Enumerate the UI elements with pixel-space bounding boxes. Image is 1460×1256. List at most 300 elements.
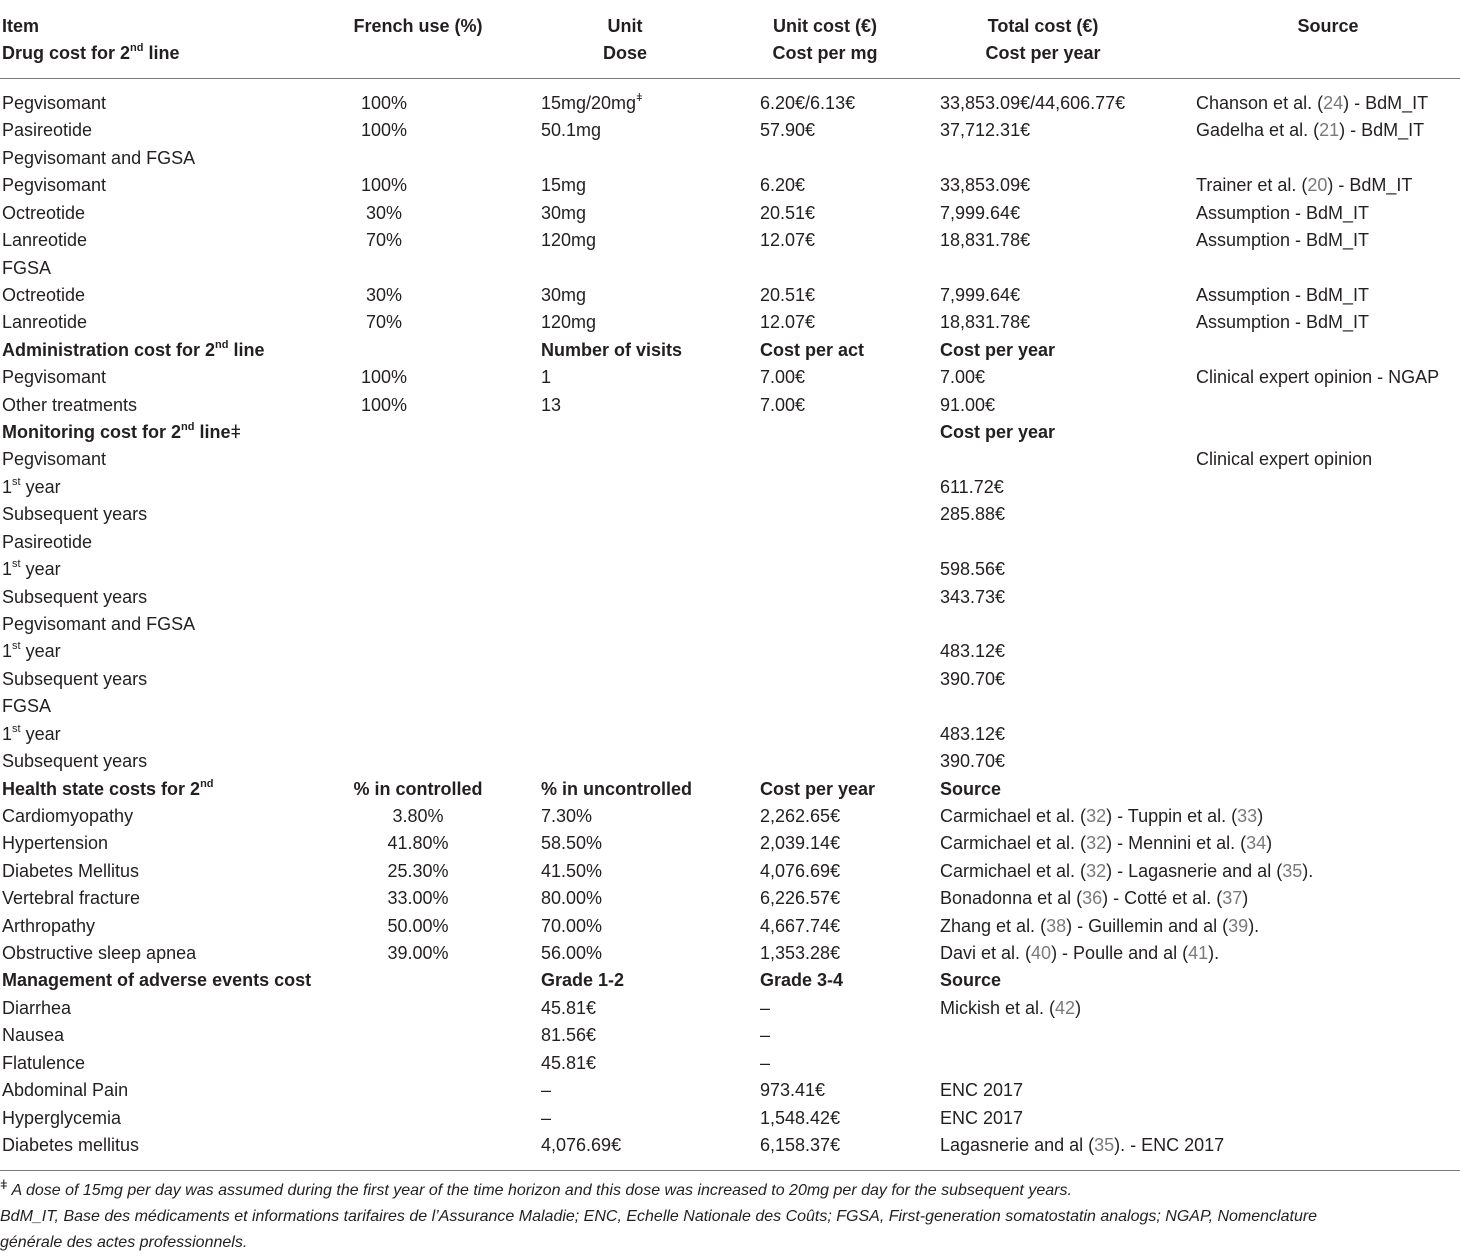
superscript: st	[12, 476, 21, 488]
cell-text: –	[760, 998, 771, 1018]
row-label	[2, 504, 147, 524]
cell-text: 33.00%	[387, 888, 449, 908]
row-label	[2, 93, 106, 113]
table-cell	[1196, 120, 1424, 140]
cell-text: 33,853.09€	[940, 175, 1031, 195]
cell-text: 7.00€	[760, 395, 806, 415]
cell-text: ENC 2017	[940, 1080, 1024, 1100]
table-cell	[366, 285, 402, 305]
cell-text: ).	[1208, 943, 1220, 963]
cell-text: 30mg	[541, 203, 587, 223]
cell-text: ) - Cotté et al. (	[1102, 888, 1223, 908]
row-label	[2, 148, 195, 168]
table-cell	[940, 916, 1259, 936]
table-cell	[760, 367, 805, 387]
table-cell	[940, 120, 1030, 140]
cell-text: Trainer et al. (	[1196, 175, 1308, 195]
cell-text: ). - ENC 2017	[1114, 1135, 1225, 1155]
table-cell	[940, 833, 1272, 853]
footnote-marker: ǂ	[230, 422, 241, 442]
table-cell	[760, 312, 815, 332]
cell-text: 598.56€	[940, 559, 1006, 579]
cell-text: ).	[1302, 861, 1314, 881]
cell-text: year	[20, 724, 61, 744]
table-cell	[940, 477, 1004, 497]
table-cell	[760, 998, 770, 1018]
section-header-cell	[940, 340, 1055, 360]
cell-text: 13	[541, 395, 562, 415]
table-cell	[1196, 93, 1428, 113]
cell-text: Clinical expert opinion	[1196, 449, 1373, 469]
row-label	[2, 1108, 121, 1128]
cell-text: 70%	[365, 230, 403, 250]
reference-number: 34	[1246, 833, 1267, 853]
row-label	[2, 285, 85, 305]
cell-text: 81.56€	[541, 1025, 597, 1045]
cell-text: 56.00%	[541, 943, 603, 963]
cell-text: )	[1075, 998, 1082, 1018]
cell-text: FGSA	[2, 258, 52, 278]
row-label	[2, 367, 106, 387]
cell-text: 20.51€	[760, 203, 816, 223]
cell-text: –	[541, 1080, 552, 1100]
table-cell	[541, 1108, 551, 1128]
cell-text: Bonadonna et al (	[940, 888, 1083, 908]
superscript: nd	[215, 339, 229, 351]
table-cell	[760, 203, 815, 223]
section-header-cell	[353, 779, 482, 799]
table-cell	[760, 175, 805, 195]
cell-text: 2,039.14€	[760, 833, 841, 853]
cell-text: 15mg/20mg	[541, 93, 637, 113]
table-cell	[940, 285, 1020, 305]
cell-text: 39.00%	[387, 943, 449, 963]
row-label	[2, 1080, 128, 1100]
row-label	[2, 1025, 64, 1045]
cell-text: 33,853.09€/44,606.77€	[940, 93, 1126, 113]
cell-text: Assumption - BdM_IT	[1196, 203, 1370, 223]
header-total-cost	[988, 16, 1099, 36]
row-label	[2, 258, 51, 278]
cell-text: Diarrhea	[2, 998, 72, 1018]
cell-text: French use (%)	[353, 16, 483, 36]
cell-text: Pasireotide	[2, 120, 93, 140]
cell-text: 80.00%	[541, 888, 603, 908]
superscript: st	[12, 558, 21, 570]
table-cell	[541, 285, 586, 305]
row-label	[2, 175, 106, 195]
cell-text: year	[20, 559, 61, 579]
cell-text: 100%	[360, 175, 408, 195]
cell-text: 30%	[365, 285, 403, 305]
cell-text: Nausea	[2, 1025, 65, 1045]
section-header-cell	[541, 970, 624, 990]
table-cell	[1196, 203, 1369, 223]
cell-text: 611.72€	[940, 477, 1004, 497]
cell-text: Carmichael et al. (	[940, 861, 1087, 881]
table-cell	[1196, 312, 1369, 332]
cell-text: Clinical expert opinion - NGAP	[1196, 367, 1440, 387]
cell-text: Arthropathy	[2, 916, 96, 936]
reference-number: 24	[1323, 93, 1344, 113]
cell-text: ) - BdM_IT	[1327, 175, 1413, 195]
cell-text: Unit	[607, 16, 643, 36]
row-label	[2, 751, 147, 771]
cell-text: 70.00%	[541, 916, 603, 936]
cell-text: 25.30%	[387, 861, 449, 881]
section-header-cell	[2, 340, 265, 360]
cell-text: 3.80%	[392, 806, 444, 826]
table-cell	[760, 1135, 840, 1155]
cell-text: Lanreotide	[2, 230, 88, 250]
table-cell	[940, 641, 1005, 661]
table-cell	[940, 998, 1081, 1018]
table-cell	[940, 203, 1020, 223]
cell-text: 58.50%	[541, 833, 603, 853]
cell-text: ).	[1248, 916, 1260, 936]
row-label	[2, 120, 92, 140]
row-label	[2, 641, 61, 661]
table-cell	[541, 93, 643, 113]
cell-text: Pegvisomant	[2, 367, 107, 387]
section-header-cell	[940, 779, 1001, 799]
cell-text: 70%	[365, 312, 403, 332]
cell-text: year	[20, 477, 61, 497]
cell-text: Gadelha et al. (	[1196, 120, 1320, 140]
row-label	[2, 1053, 85, 1073]
cell-text: 41.80%	[387, 833, 449, 853]
cell-text: 7.00€	[760, 367, 806, 387]
reference-number: 32	[1086, 806, 1107, 826]
cell-text: 390.70€	[940, 669, 1006, 689]
cell-text: 15mg	[541, 175, 587, 195]
section-header-cell	[2, 970, 311, 990]
reference-number: 42	[1055, 998, 1076, 1018]
table-cell	[940, 559, 1005, 579]
bottom-rule	[0, 1170, 1460, 1171]
table-cell	[760, 861, 840, 881]
row-label	[2, 449, 106, 469]
cell-text: Pasireotide	[2, 532, 93, 552]
cell-text: Flatulence	[2, 1053, 86, 1073]
cell-text: Pegvisomant	[2, 175, 107, 195]
row-label	[2, 916, 95, 936]
cell-text: 18,831.78€	[940, 312, 1031, 332]
cell-text: 91.00€	[940, 395, 996, 415]
section-header-cell	[541, 340, 682, 360]
row-label	[2, 1135, 139, 1155]
table-cell	[541, 1135, 621, 1155]
row-label	[2, 696, 51, 716]
table-cell	[541, 1053, 596, 1073]
cell-text: 45.81€	[541, 1053, 597, 1073]
cell-text: ENC 2017	[940, 1108, 1024, 1128]
cell-text: FGSA	[2, 696, 52, 716]
table-cell	[1196, 449, 1372, 469]
table-cell	[387, 861, 448, 881]
cell-text: 7.30%	[541, 806, 593, 826]
header-source	[1297, 16, 1358, 36]
table-cell	[541, 395, 561, 415]
footnote-dose-text: A dose of 15mg per day was assumed during the first year of the time horizon and this dose was increased to 20mg per day for the subsequent years.	[7, 1182, 1072, 1199]
row-label	[2, 203, 85, 223]
cell-text: )	[1242, 888, 1249, 908]
table-cell	[940, 93, 1125, 113]
table-cell	[387, 833, 448, 853]
cell-text: Subsequent years	[2, 587, 148, 607]
cell-text: 20.51€	[760, 285, 816, 305]
table-cell	[940, 888, 1248, 908]
cell-text: 4,076.69€	[541, 1135, 622, 1155]
cell-text: ) - Tuppin et al. (	[1106, 806, 1238, 826]
table-cell	[366, 312, 402, 332]
cell-text: Davi et al. (	[940, 943, 1032, 963]
table-cell	[361, 175, 407, 195]
footnote-marker: ǂ	[0, 1177, 8, 1192]
row-label	[2, 806, 133, 826]
table-cell	[387, 888, 448, 908]
table-cell	[1196, 285, 1369, 305]
table-cell	[541, 312, 596, 332]
reference-number: 20	[1307, 175, 1328, 195]
row-label	[2, 669, 147, 689]
table-cell	[940, 806, 1263, 826]
reference-number: 39	[1228, 916, 1249, 936]
cell-text: 30mg	[541, 285, 587, 305]
cell-text: ) - BdM_IT	[1343, 93, 1429, 113]
table-cell	[940, 1108, 1023, 1128]
row-label	[2, 943, 196, 963]
cell-text: % in controlled	[353, 779, 483, 799]
cell-text: Subsequent years	[2, 751, 148, 771]
cell-text: 100%	[360, 395, 408, 415]
table-cell	[392, 806, 443, 826]
reference-number: 33	[1237, 806, 1258, 826]
table-cell	[541, 833, 602, 853]
cell-text: 1	[541, 367, 552, 387]
row-label	[2, 532, 92, 552]
cell-text: –	[760, 1053, 771, 1073]
cell-text: Cost per year	[760, 779, 876, 799]
cell-text: Assumption - BdM_IT	[1196, 230, 1370, 250]
cell-text: line	[194, 422, 231, 442]
cell-text: ) - Guillemin and al (	[1066, 916, 1229, 936]
table-cell	[366, 203, 402, 223]
table-cell	[541, 1080, 551, 1100]
cell-text: line	[228, 340, 265, 360]
reference-number: 32	[1086, 833, 1107, 853]
section-header-cell	[760, 779, 875, 799]
cell-text: Assumption - BdM_IT	[1196, 285, 1370, 305]
cell-text: 45.81€	[541, 998, 597, 1018]
table-cell	[541, 203, 586, 223]
row-label	[2, 614, 195, 634]
header-sub-item	[2, 43, 179, 63]
table-cell	[940, 504, 1005, 524]
reference-number: 35	[1094, 1135, 1115, 1155]
table-cell	[541, 1025, 596, 1045]
reference-number: 36	[1082, 888, 1103, 908]
table-cell	[760, 120, 815, 140]
superscript: nd	[130, 42, 144, 54]
table-cell	[940, 312, 1030, 332]
table-cell	[940, 751, 1005, 771]
table-cell	[760, 1025, 770, 1045]
cell-text: 6,226.57€	[760, 888, 841, 908]
cell-text: Hyperglycemia	[2, 1108, 122, 1128]
superscript: nd	[181, 421, 195, 433]
table-cell	[760, 833, 840, 853]
table-cell	[1196, 175, 1412, 195]
table-cell	[940, 724, 1005, 744]
cell-text: 100%	[360, 93, 408, 113]
row-label	[2, 587, 147, 607]
cell-text: 390.70€	[940, 751, 1006, 771]
cell-text: line	[143, 43, 180, 63]
cell-text: Pegvisomant and FGSA	[2, 614, 196, 634]
section-header-cell	[541, 779, 692, 799]
table-cell	[541, 998, 596, 1018]
cell-text: Source	[940, 970, 1002, 990]
table-cell	[361, 93, 407, 113]
row-label	[2, 861, 139, 881]
cell-text: % in uncontrolled	[541, 779, 692, 799]
cell-text: 18,831.78€	[940, 230, 1031, 250]
table-cell	[940, 395, 995, 415]
cell-text: Unit cost (€)	[772, 16, 878, 36]
cell-text: 1	[2, 724, 13, 744]
table-cell	[940, 861, 1313, 881]
cell-text: 343.73€	[940, 587, 1006, 607]
table-cell	[760, 916, 840, 936]
cell-text: 120mg	[541, 230, 597, 250]
cell-text: ) - Lagasnerie and al (	[1106, 861, 1283, 881]
cell-text: Total cost (€)	[987, 16, 1099, 36]
reference-number: 41	[1188, 943, 1209, 963]
row-label	[2, 230, 87, 250]
cell-text: 100%	[360, 120, 408, 140]
table-cell	[1196, 230, 1369, 250]
cell-text: year	[20, 641, 61, 661]
row-label	[2, 395, 137, 415]
reference-number: 32	[1086, 861, 1107, 881]
table-cell	[940, 669, 1005, 689]
cell-text: Cost per mg	[772, 43, 878, 63]
cell-text: Carmichael et al. (	[940, 833, 1087, 853]
table-cell	[760, 943, 840, 963]
table-cell	[940, 175, 1030, 195]
cell-text: Obstructive sleep apnea	[2, 943, 197, 963]
table-cell	[940, 587, 1005, 607]
superscript: st	[12, 640, 21, 652]
cell-text: 7,999.64€	[940, 203, 1021, 223]
section-header-cell	[760, 340, 864, 360]
cell-text: Cost per act	[760, 340, 865, 360]
row-label	[2, 312, 87, 332]
table-cell	[940, 367, 985, 387]
table-cell	[940, 943, 1219, 963]
cell-text: 2,262.65€	[760, 806, 841, 826]
cell-text: Cost per year	[940, 340, 1056, 360]
table-cell	[361, 395, 407, 415]
cell-text: Source	[1297, 16, 1359, 36]
table-cell	[541, 367, 551, 387]
section-header-cell	[2, 779, 214, 799]
cell-text: Diabetes mellitus	[2, 1135, 140, 1155]
cell-text: 7.00€	[940, 367, 986, 387]
superscript: ǂ	[636, 92, 643, 104]
superscript: st	[12, 723, 21, 735]
table-cell	[1196, 367, 1439, 387]
cell-text: Subsequent years	[2, 669, 148, 689]
cell-text: 973.41€	[760, 1080, 826, 1100]
cell-text: Item	[2, 16, 40, 36]
section-header-cell	[940, 970, 1001, 990]
reference-number: 21	[1319, 120, 1340, 140]
table-cell	[940, 1135, 1224, 1155]
table-cell	[760, 806, 840, 826]
cell-text: Mickish et al. (	[940, 998, 1056, 1018]
header-unit	[608, 16, 643, 36]
cell-text: Cost per year	[985, 43, 1101, 63]
cell-text: Pegvisomant	[2, 93, 107, 113]
table-cell	[541, 888, 602, 908]
table-cell	[760, 285, 815, 305]
row-label	[2, 888, 140, 908]
cell-text: 7,999.64€	[940, 285, 1021, 305]
cell-text: –	[760, 1025, 771, 1045]
table-cell	[541, 230, 596, 250]
table-cell	[760, 888, 840, 908]
cell-text: Health state costs for 2	[2, 779, 201, 799]
cell-text: Grade 3-4	[760, 970, 844, 990]
cell-text: Number of visits	[541, 340, 683, 360]
cell-text: 12.07€	[760, 312, 816, 332]
cell-text: Grade 1-2	[541, 970, 625, 990]
cell-text: 285.88€	[940, 504, 1006, 524]
cell-text: 1	[2, 559, 13, 579]
cell-text: 50.00%	[387, 916, 449, 936]
cell-text: 12.07€	[760, 230, 816, 250]
row-label	[2, 833, 108, 853]
header-unit-cost	[773, 16, 877, 36]
cell-text: 120mg	[541, 312, 597, 332]
table-cell	[541, 806, 592, 826]
cell-text: 41.50%	[541, 861, 603, 881]
cell-text: Administration cost for 2	[2, 340, 216, 360]
row-label	[2, 477, 61, 497]
cell-text: )	[1257, 806, 1264, 826]
header-sub-total-cost	[985, 43, 1100, 63]
cell-text: Management of adverse events cost	[2, 970, 312, 990]
cell-text: 4,076.69€	[760, 861, 841, 881]
row-label	[2, 724, 61, 744]
reference-number: 40	[1031, 943, 1052, 963]
cell-text: Monitoring cost for 2	[2, 422, 181, 442]
reference-number: 37	[1222, 888, 1243, 908]
table-cell	[760, 1080, 825, 1100]
table-cell	[541, 943, 602, 963]
cell-text: Lanreotide	[2, 312, 88, 332]
cell-text: 50.1mg	[541, 120, 602, 140]
cell-text: 483.12€	[940, 641, 1006, 661]
reference-number: 38	[1046, 916, 1067, 936]
cell-text: 483.12€	[940, 724, 1006, 744]
cell-text: Abdominal Pain	[2, 1080, 129, 1100]
cell-text: 4,667.74€	[760, 916, 841, 936]
cell-text: Dose	[602, 43, 648, 63]
table-cell	[361, 120, 407, 140]
